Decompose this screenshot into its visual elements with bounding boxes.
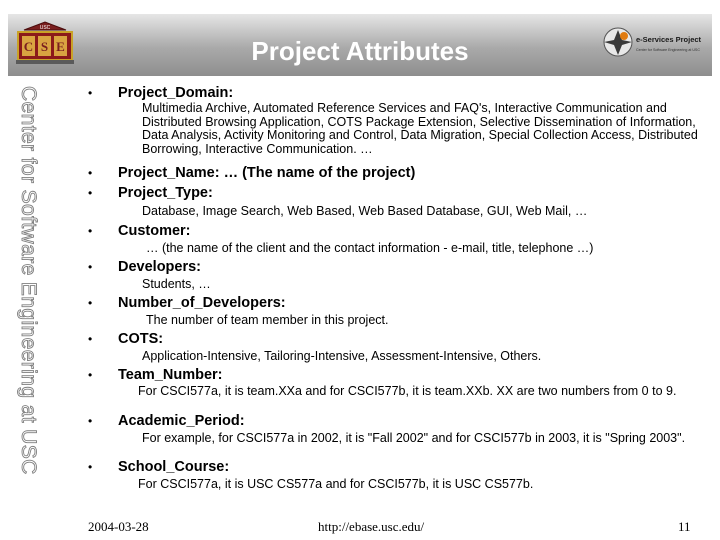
bullet-icon: •	[88, 414, 93, 428]
bullet-icon: •	[88, 332, 93, 346]
item-label: Project_Name: … (The name of the project)	[118, 165, 416, 181]
list-item-academic-period	[88, 412, 708, 458]
item-desc: The number of team member in this project.	[146, 313, 389, 327]
svg-text:Center for Software Engineerin: Center for Software Engineering at USC	[636, 48, 700, 52]
sidebar-vertical-text: Center for Software Engineering at USC	[17, 86, 40, 475]
eservices-project-logo	[600, 20, 710, 66]
svg-text:S: S	[40, 39, 49, 54]
list-item-project-domain	[88, 84, 708, 164]
item-label: Project_Domain:	[118, 85, 234, 101]
item-label: COTS:	[118, 331, 164, 347]
bullet-icon: •	[88, 260, 93, 274]
list-item-team-number	[88, 366, 708, 412]
footer-url[interactable]: http://ebase.usc.edu/	[318, 519, 425, 534]
item-desc: … (the name of the client and the contact information - e-mail, title, telephone …)	[146, 241, 594, 255]
bullet-icon: •	[88, 224, 93, 238]
item-label: Developers:	[118, 259, 202, 275]
list-item-school-course	[88, 458, 708, 494]
svg-text:e-Services Project: e-Services Project	[636, 35, 702, 44]
bullet-icon: •	[88, 86, 93, 100]
item-label: Academic_Period:	[118, 413, 245, 429]
item-label: Customer:	[118, 223, 191, 239]
bullet-icon: •	[88, 186, 93, 200]
bullet-icon: •	[88, 296, 93, 310]
list-item-number-of-developers	[88, 294, 708, 330]
list-item-project-type	[88, 184, 708, 222]
list-item-customer	[88, 222, 708, 258]
item-label: Number_of_Developers:	[118, 295, 286, 311]
item-label: Project_Type:	[118, 185, 213, 201]
item-desc: For CSCI577a, it is team.XXa and for CSCI577b, it is team.XXb. XX are two numbers from 0 to 9.	[138, 384, 677, 398]
item-desc: Database, Image Search, Web Based, Web Based Database, GUI, Web Mail, …	[142, 204, 588, 218]
item-desc: Application-Intensive, Tailoring-Intensive, Assessment-Intensive, Others.	[142, 349, 542, 363]
item-desc: Multimedia Archive, Automated Reference Services and FAQ's, Interactive Communication and Distributed Browsing Application, COTS Package Extension, Selective Dissemination of Information, Data Analysis, Activity Monitoring and Control, Data Migration, Special Collection Access, Distributed Borrowing, Interactive Communication. …	[142, 101, 698, 156]
usc-cse-logo	[14, 20, 76, 66]
svg-text:USC: USC	[39, 25, 51, 31]
bullet-icon: •	[88, 460, 93, 474]
item-label: Team_Number:	[118, 367, 223, 383]
item-desc: For example, for CSCI577a in 2002, it is "Fall 2002" and for CSCI577b in 2003, it is "Spring 2003".	[142, 431, 686, 445]
item-desc: For CSCI577a, it is USC CS577a and for CSCI577b, it is USC CS577b.	[138, 477, 534, 491]
item-desc: Students, …	[142, 277, 211, 291]
footer-date: 2004-03-28	[88, 519, 149, 534]
list-item-project-name	[88, 164, 708, 184]
item-label: School_Course:	[118, 459, 230, 475]
svg-text:C: C	[23, 39, 34, 54]
list-item-developers	[88, 258, 708, 294]
list-item-cots	[88, 330, 708, 366]
bullet-icon: •	[88, 368, 93, 382]
attributes-list	[88, 84, 708, 494]
slide-title: Project Attributes	[251, 36, 469, 66]
bullet-icon: •	[88, 166, 93, 180]
project-star-icon	[604, 28, 632, 56]
svg-text:E: E	[56, 39, 65, 54]
slide-number: 11	[678, 519, 691, 534]
